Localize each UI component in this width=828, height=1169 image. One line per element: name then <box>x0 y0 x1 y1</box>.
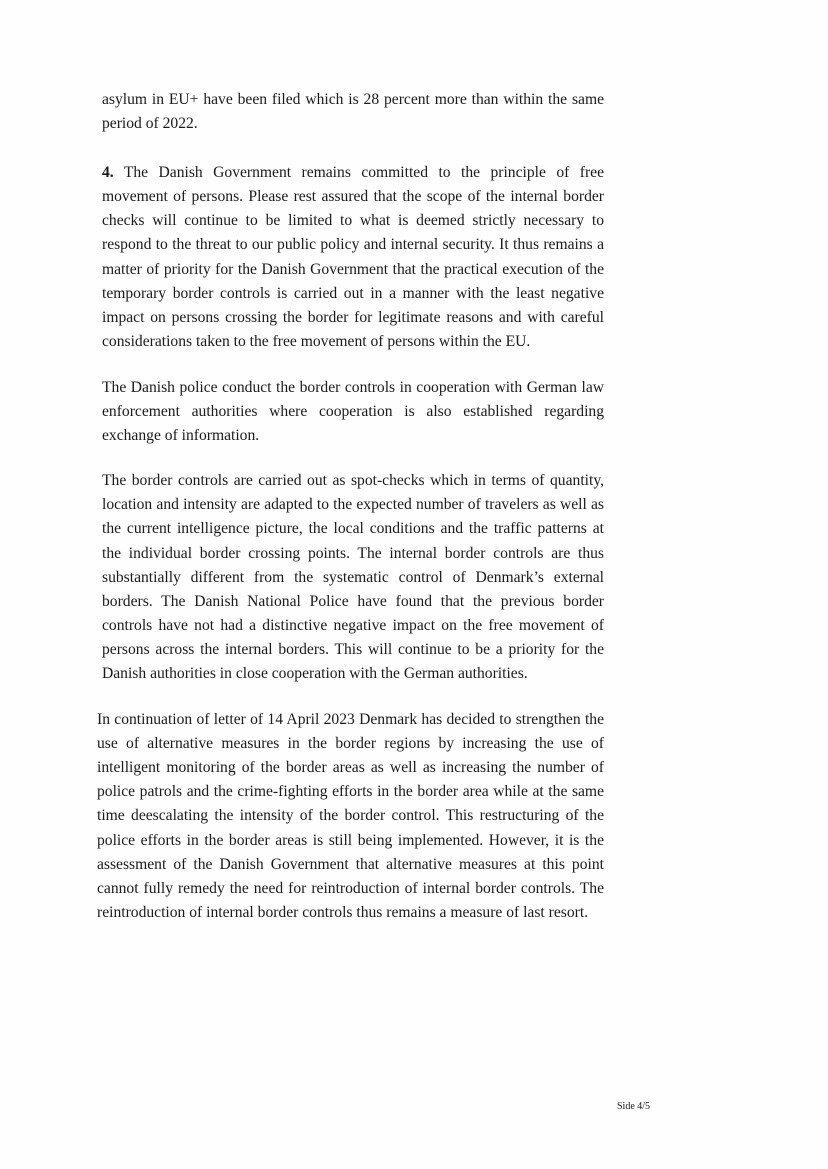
paragraph-text: The Danish Government remains committed to the principle of free movement of persons. Please rest assured that the scope of the internal border checks will continue to be limited to what is deemed strictly necessary to respond to the threat to our public policy and internal security. It thus remains a matter of priority for the Danish Government that the practical execution of the temporary border controls is carried out in a manner with the least negative impact on persons crossing the border for legitimate reasons and with careful considerations taken to the free movement of persons within the EU. <box>102 164 604 350</box>
document-body <box>97 88 604 925</box>
paragraph-police-cooperation <box>102 376 604 448</box>
paragraph-section-4 <box>102 161 604 354</box>
paragraph-text: The border controls are carried out as spot-checks which in terms of quantity, location and intensity are adapted to the expected number of travelers as well as the current intelligence picture, the local conditions and the traffic patterns at the individual border crossing points. The internal border controls are thus substantially different from the systematic control of Denmark’s external borders. The Danish National Police have found that the previous border controls have not had a distinctive negative impact on the free movement of persons across the internal borders. This will continue to be a priority for the Danish authorities in close cooperation with the German authorities. <box>102 472 604 682</box>
page-number: Side 4/5 <box>617 1101 651 1112</box>
section-number: 4. <box>102 164 114 182</box>
paragraph-text: The Danish police conduct the border controls in cooperation with German law enforcement authorities where cooperation is also established regarding exchange of information. <box>102 378 604 445</box>
paragraph-spot-checks <box>102 469 604 686</box>
paragraph-text: asylum in EU+ have been filed which is 28 percent more than within the same period of 2022. <box>102 91 604 133</box>
paragraph-asylum-statistics <box>102 88 604 136</box>
paragraph-text: In continuation of letter of 14 April 2023 Denmark has decided to strengthen the use of alternative measures in the border regions by increasing the use of intelligent monitoring of the border areas as well as increasing the number of police patrols and the crime-fighting efforts in the border area while at the same time deescalating the intensity of the border control. This restructuring of the police efforts in the border areas is still being implemented. However, it is the assessment of the Danish Government that alternative measures at this point cannot fully remedy the need for reintroduction of internal border controls. The reintroduction of internal border controls thus remains a measure of last resort. <box>97 711 604 921</box>
paragraph-alternative-measures <box>97 708 604 925</box>
